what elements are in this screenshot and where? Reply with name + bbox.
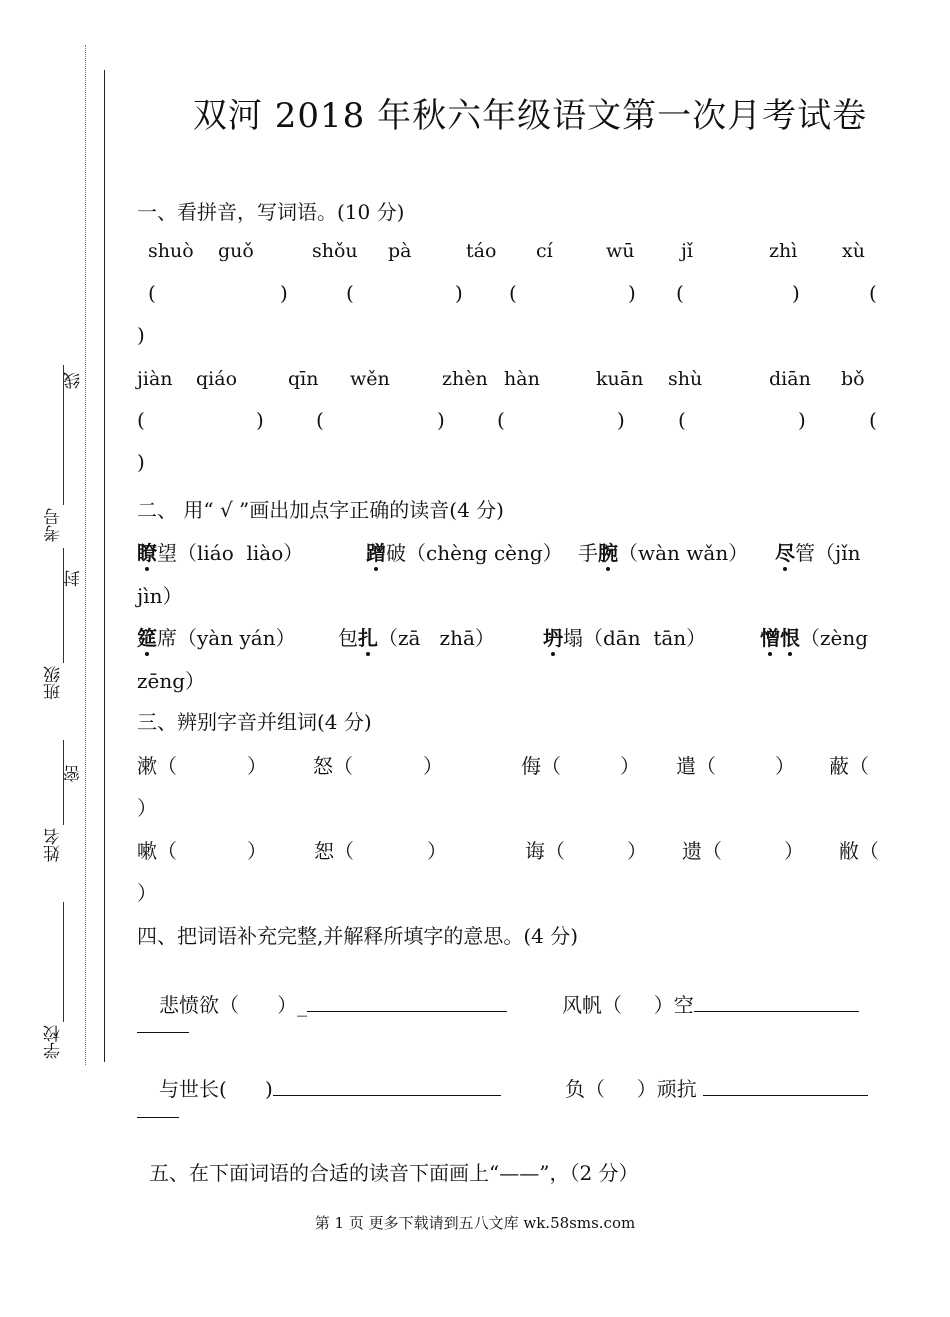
binding-label-kaohao: 考号 [44, 508, 64, 542]
idiom-text: 风帆（ ）空 [562, 993, 694, 1017]
answer-blank-open: ( [346, 281, 354, 305]
answer-blank-open: ( [148, 281, 156, 305]
reading-item [760, 622, 868, 651]
pinyin: kuān [596, 368, 644, 390]
binding-label-xuexiao: 学校 [44, 1025, 64, 1059]
char-group-item: 怒（ [313, 754, 353, 778]
pinyin-options: （zā zhā） [378, 626, 495, 650]
pinyin: wū [606, 240, 635, 262]
idiom-item [159, 1073, 501, 1102]
pinyin: pà [388, 240, 412, 262]
binding-field-line [63, 365, 65, 505]
answer-underline [273, 1075, 501, 1096]
answer-blank-close: ) [628, 281, 636, 305]
binding-dotted-line [85, 45, 86, 1065]
binding-field-line [63, 548, 65, 663]
idiom-item [562, 989, 859, 1018]
section-2-heading: 二、 用“ √ ”画出加点字正确的读音(4 分) [137, 498, 504, 522]
char: 塌 [563, 626, 583, 650]
char: 手 [578, 541, 598, 565]
pinyin: jiàn [137, 368, 173, 390]
binding-field-line [63, 902, 65, 1022]
dotted-char: 扎 [358, 626, 378, 650]
char: 望 [157, 541, 177, 565]
pinyin: zhì [769, 240, 798, 262]
answer-blank-open: ( [137, 408, 145, 432]
dotted-char: 瞭 [137, 541, 157, 565]
pinyin: jǐ [681, 240, 693, 262]
char: 席 [157, 626, 177, 650]
dotted-char: 筵 [137, 626, 157, 650]
idiom-item [565, 1073, 868, 1102]
pinyin: shuò [148, 240, 194, 262]
answer-blank-close: ） [423, 754, 443, 778]
binding-field-line [63, 740, 65, 825]
binding-label-banji: 班级 [44, 666, 64, 700]
dotted-char: 尽 [775, 541, 795, 565]
pinyin-options: （chèng cèng） [406, 541, 563, 565]
answer-blank-close: ） [784, 839, 804, 863]
answer-blank-close: ） [627, 839, 647, 863]
idiom-text: 负（ ）顽抗 [565, 1077, 697, 1101]
answer-blank-close: ) [792, 281, 800, 305]
answer-blank-close: ) [256, 408, 264, 432]
answer-blank-open: ( [316, 408, 324, 432]
dotted-char: 恨 [780, 626, 800, 650]
answer-blank-close: ) [280, 281, 288, 305]
pinyin: wěn [350, 368, 390, 390]
answer-blank-close: ） [137, 881, 157, 905]
pinyin: qiáo [196, 368, 238, 390]
pinyin: táo [466, 240, 497, 262]
section-3-heading: 三、辨别字音并组词(4 分) [137, 710, 372, 734]
answer-blank-open: ( [509, 281, 517, 305]
reading-item [137, 537, 303, 566]
answer-underline [694, 991, 859, 1012]
pinyin-options: （zèng [800, 626, 869, 650]
answer-blank-open: ( [497, 408, 505, 432]
reading-item-cont: jìn） [137, 584, 183, 608]
reading-item [338, 622, 495, 651]
char-group-item: 侮（ [521, 754, 561, 778]
pinyin: cí [536, 240, 553, 262]
section-1-heading: 一、看拼音，写词语。(10 分) [137, 200, 405, 224]
answer-blank-close: ) [137, 450, 145, 474]
pinyin: guǒ [218, 240, 254, 262]
answer-blank-close: ） [247, 839, 267, 863]
answer-underline-cont [137, 1032, 189, 1033]
answer-blank-close: ） [775, 754, 795, 778]
dotted-char: 腕 [598, 541, 618, 565]
dotted-char: 坍 [543, 626, 563, 650]
idiom-text: 悲愤欲（ ）_ [159, 993, 308, 1017]
reading-item [578, 537, 748, 566]
answer-blank-close: ) [617, 408, 625, 432]
answer-blank-close: ） [247, 754, 267, 778]
reading-item-cont: zēng） [137, 669, 206, 693]
idiom-text: 与世长( ) [159, 1077, 273, 1101]
binding-label-feng: 封 [64, 570, 84, 587]
pinyin: zhèn [442, 368, 488, 390]
binding-label-xian: 线 [64, 372, 84, 389]
pinyin: hàn [504, 368, 540, 390]
reading-item [775, 537, 860, 566]
answer-blank-open: ( [869, 408, 877, 432]
binding-label-xingming: 姓名 [44, 828, 64, 862]
answer-blank-open: ( [678, 408, 686, 432]
binding-margin [0, 0, 110, 1100]
answer-blank-close: ) [455, 281, 463, 305]
char: 包 [338, 626, 358, 650]
answer-underline-cont [137, 1117, 179, 1118]
binding-solid-line [104, 70, 105, 1062]
answer-blank-close: ） [620, 754, 640, 778]
answer-blank-close: ) [137, 323, 145, 347]
pinyin: bǒ [841, 368, 865, 390]
pinyin: qīn [288, 368, 319, 390]
pinyin-options: （yàn yán） [177, 626, 296, 650]
pinyin-options: （liáo liào） [177, 541, 304, 565]
pinyin: xù [842, 240, 865, 262]
section-5-heading: 五、在下面词语的合适的读音下面画上“——”，（2 分） [149, 1161, 639, 1185]
answer-underline [703, 1075, 868, 1096]
page-title: 双河 2018 年秋六年级语文第一次月考试卷 [192, 96, 868, 136]
answer-blank-close: ） [137, 796, 157, 820]
answer-blank-close: ） [427, 839, 447, 863]
idiom-item [159, 989, 507, 1018]
char-group-item: 蔽（ [829, 754, 869, 778]
char-group-item: 漱（ [137, 754, 177, 778]
section-4-heading: 四、把词语补充完整,并解释所填字的意思。(4 分) [137, 924, 579, 948]
dotted-char: 蹭 [366, 541, 386, 565]
answer-blank-close: ) [437, 408, 445, 432]
pinyin: shù [668, 368, 703, 390]
page-footer: 第 1 页 更多下载请到五八文库 wk.58sms.com [314, 1214, 636, 1232]
binding-label-mi: 密 [64, 765, 84, 782]
reading-item [137, 622, 296, 651]
answer-blank-close: ) [798, 408, 806, 432]
reading-item [543, 622, 706, 651]
answer-blank-open: ( [676, 281, 684, 305]
pinyin-options: （dān tān） [583, 626, 707, 650]
char-group-item: 恕（ [314, 839, 354, 863]
pinyin: shǒu [312, 240, 358, 262]
char-group-item: 遗（ [682, 839, 722, 863]
char: 管 [795, 541, 815, 565]
char: 破 [386, 541, 406, 565]
pinyin-options: （wàn wǎn） [618, 541, 749, 565]
dotted-char: 憎 [760, 626, 780, 650]
pinyin-options: （jǐn [815, 541, 861, 565]
char-group-item: 敝（ [839, 839, 879, 863]
reading-item [366, 537, 563, 566]
pinyin: diān [769, 368, 811, 390]
answer-blank-open: ( [869, 281, 877, 305]
char-group-item: 诲（ [525, 839, 565, 863]
char-group-item: 遣（ [676, 754, 716, 778]
char-group-item: 嗽（ [137, 839, 177, 863]
answer-underline [307, 991, 507, 1012]
